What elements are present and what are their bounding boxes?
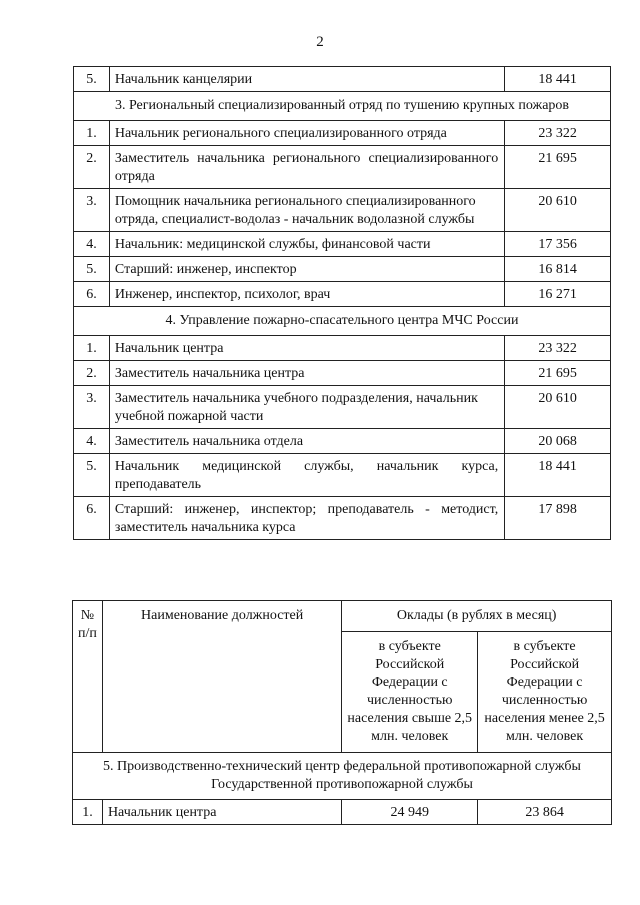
salary-value: 17 356: [505, 232, 611, 257]
header-salaries: Оклады (в рублях в месяц): [342, 601, 612, 632]
table-row: [74, 67, 611, 92]
table-row: [74, 429, 611, 454]
table-row: [74, 386, 611, 429]
position-name: Старший: инженер, инспектор: [109, 257, 504, 282]
table-row: [74, 146, 611, 189]
salary-value: 18 441: [505, 454, 611, 497]
page-number: 2: [316, 34, 324, 50]
salary-value: 16 271: [505, 282, 611, 307]
row-number: 2.: [74, 146, 110, 189]
salary-value: 20 068: [505, 429, 611, 454]
section-heading-4: 4. Управление пожарно-спасательного центра МЧС России: [74, 307, 611, 336]
row-number: 5.: [74, 67, 110, 92]
salary-value: 20 610: [505, 386, 611, 429]
section-heading-5: 5. Производственно-технический центр федеральной противопожарной службы Государственной противопожарной службы: [73, 753, 612, 800]
header-number: № п/п: [73, 601, 103, 753]
subheader-population-over: в субъекте Российской Федерации с численностью населения свыше 2,5 млн. человек: [342, 632, 478, 753]
table-row: [74, 257, 611, 282]
table-row: [74, 454, 611, 497]
row-number: 3.: [74, 189, 110, 232]
position-name: Начальник центра: [109, 336, 504, 361]
table-row: [73, 800, 612, 825]
row-number: 6.: [74, 282, 110, 307]
salary-value: 17 898: [505, 497, 611, 540]
section-heading-3: 3. Региональный специализированный отряд по тушению крупных пожаров: [74, 92, 611, 121]
salary-value-under: 23 864: [478, 800, 612, 825]
position-name: Заместитель начальника отдела: [109, 429, 504, 454]
table-row: [74, 232, 611, 257]
salary-table-continued: [73, 66, 611, 540]
salary-value: 23 322: [505, 336, 611, 361]
position-name: Заместитель начальника регионального специализированного отряда: [109, 146, 504, 189]
header-position-name: Наименование должностей: [102, 601, 341, 753]
salary-table-two-tier: [72, 600, 612, 825]
row-number: 5.: [74, 454, 110, 497]
section-row: [74, 307, 611, 336]
table-row: [74, 336, 611, 361]
salary-value: 20 610: [505, 189, 611, 232]
position-name: Инженер, инспектор, психолог, врач: [109, 282, 504, 307]
section-row: [73, 753, 612, 800]
position-name: Начальник канцелярии: [109, 67, 504, 92]
position-name: Начальник: медицинской службы, финансовой части: [109, 232, 504, 257]
salary-value: 21 695: [505, 146, 611, 189]
position-name: Начальник регионального специализированного отряда: [109, 121, 504, 146]
table-row: [74, 282, 611, 307]
position-name: Старший: инженер, инспектор; преподаватель - методист, заместитель начальника курса: [109, 497, 504, 540]
header-row: [73, 601, 612, 632]
position-name: Начальник центра: [102, 800, 341, 825]
salary-value-over: 24 949: [342, 800, 478, 825]
salary-value: 23 322: [505, 121, 611, 146]
salary-value: 18 441: [505, 67, 611, 92]
row-number: 5.: [74, 257, 110, 282]
table-row: [74, 121, 611, 146]
salary-value: 21 695: [505, 361, 611, 386]
row-number: 1.: [74, 121, 110, 146]
subheader-population-under: в субъекте Российской Федерации с численностью населения менее 2,5 млн. человек: [478, 632, 612, 753]
row-number: 4.: [74, 232, 110, 257]
row-number: 1.: [74, 336, 110, 361]
section-row: [74, 92, 611, 121]
position-name: Заместитель начальника центра: [109, 361, 504, 386]
position-name: Начальник медицинской службы, начальник курса, преподаватель: [109, 454, 504, 497]
table-row: [74, 497, 611, 540]
row-number: 3.: [74, 386, 110, 429]
table-row: [74, 189, 611, 232]
row-number: 1.: [73, 800, 103, 825]
row-number: 6.: [74, 497, 110, 540]
salary-value: 16 814: [505, 257, 611, 282]
row-number: 2.: [74, 361, 110, 386]
row-number: 4.: [74, 429, 110, 454]
position-name: Помощник начальника регионального специализированного отряда, специалист-водолаз - начальник водолазной службы: [109, 189, 504, 232]
table-row: [74, 361, 611, 386]
position-name: Заместитель начальника учебного подразделения, начальник учебной пожарной части: [109, 386, 504, 429]
